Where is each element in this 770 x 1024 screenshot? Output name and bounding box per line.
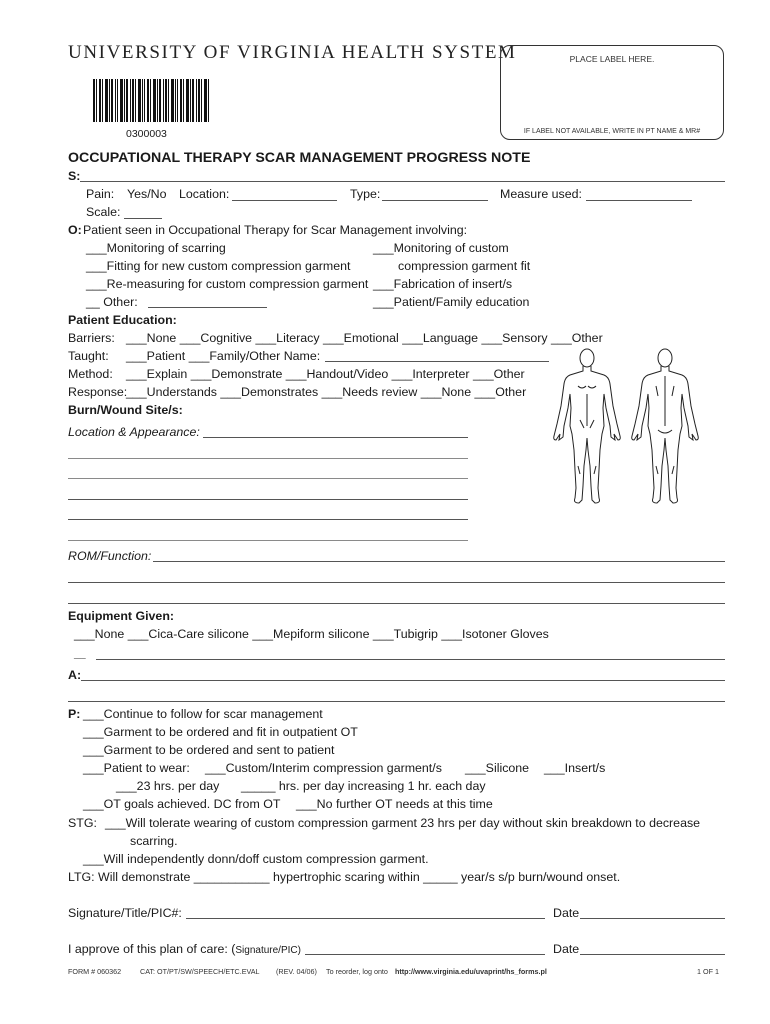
measure-field[interactable] <box>586 200 692 201</box>
plan-item[interactable]: ___Garment to be ordered and sent to patient <box>83 743 335 757</box>
response-options[interactable]: ___Understands ___Demonstrates ___Needs review ___None ___Other <box>126 385 527 399</box>
objective-right-item[interactable]: ___Monitoring of custom <box>373 241 509 255</box>
date-label: Date <box>553 906 580 920</box>
plan-item[interactable]: ___OT goals achieved. DC from OT <box>83 797 281 811</box>
objective-other-field[interactable] <box>148 307 267 308</box>
plan-item[interactable]: ___Garment to be ordered and fit in outpatient OT <box>83 725 358 739</box>
footer-form-number: FORM # 060362 <box>68 967 122 976</box>
barcode-number: 0300003 <box>126 128 167 140</box>
rom-function-label: ROM/Function: <box>68 549 152 563</box>
objective-left-item[interactable]: ___Monitoring of scarring <box>86 241 226 255</box>
signature-field[interactable] <box>186 918 545 919</box>
objective-left-item[interactable]: ___Re-measuring for custom compression garment <box>86 277 369 291</box>
scale-label: Scale: <box>86 205 121 219</box>
objective-right-item[interactable]: ___Fabrication of insert/s <box>373 277 513 291</box>
objective-left-item[interactable]: __ Other: <box>86 295 138 309</box>
objective-right-item: compression garment fit <box>398 259 531 273</box>
pain-yes-no[interactable]: Yes/No <box>127 187 167 201</box>
barriers-options[interactable]: ___None ___Cognitive ___Literacy ___Emotional ___Language ___Sensory ___Other <box>126 331 603 345</box>
footer-url[interactable]: http://www.virginia.edu/uvaprint/hs_forms.pl <box>395 967 547 976</box>
plan-item[interactable]: ___Patient to wear: <box>83 761 190 775</box>
footer-category: CAT: OT/PT/SW/SPEECH/ETC.EVAL <box>140 967 260 976</box>
assessment-label: A: <box>68 668 82 682</box>
plan-wear-silicone[interactable]: ___Silicone <box>465 761 530 775</box>
type-label: Type: <box>350 187 381 201</box>
approve-small-text: Signature/PIC) <box>235 945 301 956</box>
equipment-other-blank[interactable]: ___ <box>74 652 86 659</box>
body-diagram-icon[interactable] <box>548 346 708 512</box>
location-appearance-label: Location & Appearance: <box>68 425 200 439</box>
rom-function-field[interactable] <box>153 561 725 562</box>
form-title: OCCUPATIONAL THERAPY SCAR MANAGEMENT PROGRESS NOTE <box>68 150 531 166</box>
taught-name-field[interactable] <box>325 361 549 362</box>
location-appearance-line[interactable] <box>68 478 468 479</box>
type-field[interactable] <box>382 200 488 201</box>
plan-wear-garment[interactable]: ___Custom/Interim compression garment/s <box>205 761 442 775</box>
assessment-field[interactable] <box>81 680 725 681</box>
subjective-label: S: <box>68 169 81 183</box>
patient-label-box[interactable] <box>500 45 724 140</box>
plan-item[interactable]: ___Continue to follow for scar management <box>83 707 323 721</box>
location-appearance-line[interactable] <box>68 499 468 500</box>
assessment-line[interactable] <box>68 701 725 702</box>
stg-goal-1-cont: scarring. <box>130 834 178 848</box>
label-box-fallback: IF LABEL NOT AVAILABLE, WRITE IN PT NAME & MR# <box>523 128 701 135</box>
ltg-goal[interactable]: LTG: Will demonstrate ___________ hypertrophic scaring within _____ year/s s/p burn/wound onset. <box>68 870 621 884</box>
rom-function-line[interactable] <box>68 603 725 604</box>
method-label: Method: <box>68 367 113 381</box>
plan-no-further[interactable]: ___No further OT needs at this time <box>296 797 493 811</box>
objective-right-item[interactable]: ___Patient/Family education <box>373 295 530 309</box>
approval-date-field[interactable] <box>580 954 725 955</box>
equipment-options[interactable]: ___None ___Cica-Care silicone ___Mepiform silicone ___Tubigrip ___Isotoner Gloves <box>74 627 549 641</box>
equipment-heading: Equipment Given: <box>68 609 175 623</box>
measure-label: Measure used: <box>500 187 582 201</box>
barriers-label: Barriers: <box>68 331 115 345</box>
objective-label: O: <box>68 223 82 237</box>
plan-label: P: <box>68 707 81 721</box>
location-appearance-line[interactable] <box>68 519 468 520</box>
footer-reorder: To reorder, log onto <box>326 967 388 976</box>
objective-left-item[interactable]: ___Fitting for new custom compression garment <box>86 259 351 273</box>
taught-label: Taught: <box>68 349 109 363</box>
plan-23-hours[interactable]: ___23 hrs. per day <box>116 779 220 793</box>
plan-increasing-hours[interactable]: _____ hrs. per day increasing 1 hr. each day <box>241 779 486 793</box>
approve-label <box>68 942 301 958</box>
stg-goal-1[interactable]: ___Will tolerate wearing of custom compression garment 23 hrs per day without skin breakdown to decrease <box>105 816 701 830</box>
signature-label: Signature/Title/PIC#: <box>68 906 182 920</box>
location-label: Location: <box>179 187 230 201</box>
footer-page: 1 OF 1 <box>697 967 719 976</box>
taught-options[interactable]: ___Patient ___Family/Other Name: <box>126 349 321 363</box>
plan-wear-insert[interactable]: ___Insert/s <box>544 761 606 775</box>
location-field[interactable] <box>232 200 337 201</box>
objective-intro: Patient seen in Occupational Therapy for Scar Management involving: <box>83 223 468 237</box>
rom-function-line[interactable] <box>68 582 725 583</box>
education-heading: Patient Education: <box>68 313 177 327</box>
location-appearance-line[interactable] <box>68 540 468 541</box>
burn-site-heading: Burn/Wound Site/s: <box>68 403 183 417</box>
subjective-field[interactable] <box>80 181 725 182</box>
barcode-image <box>93 79 211 122</box>
pain-label: Pain: <box>86 187 115 201</box>
institution-name: UNIVERSITY OF VIRGINIA HEALTH SYSTEM <box>68 42 517 63</box>
response-label: Response: <box>68 385 128 399</box>
location-appearance-line[interactable] <box>68 458 468 459</box>
approval-signature-field[interactable] <box>305 954 545 955</box>
label-box-instruction: PLACE LABEL HERE. <box>569 54 655 64</box>
date-field[interactable] <box>580 918 725 919</box>
approval-date-label: Date <box>553 942 580 956</box>
stg-label: STG: <box>68 816 97 830</box>
approve-text: I approve of this plan of care: ( <box>68 942 236 956</box>
equipment-other-field[interactable] <box>96 659 725 660</box>
scale-field[interactable] <box>124 218 162 219</box>
footer-revision: (REV. 04/06) <box>276 967 317 976</box>
stg-goal-2[interactable]: ___Will independently donn/doff custom compression garment. <box>83 852 429 866</box>
method-options[interactable]: ___Explain ___Demonstrate ___Handout/Video ___Interpreter ___Other <box>126 367 525 381</box>
location-appearance-field[interactable] <box>203 437 468 438</box>
